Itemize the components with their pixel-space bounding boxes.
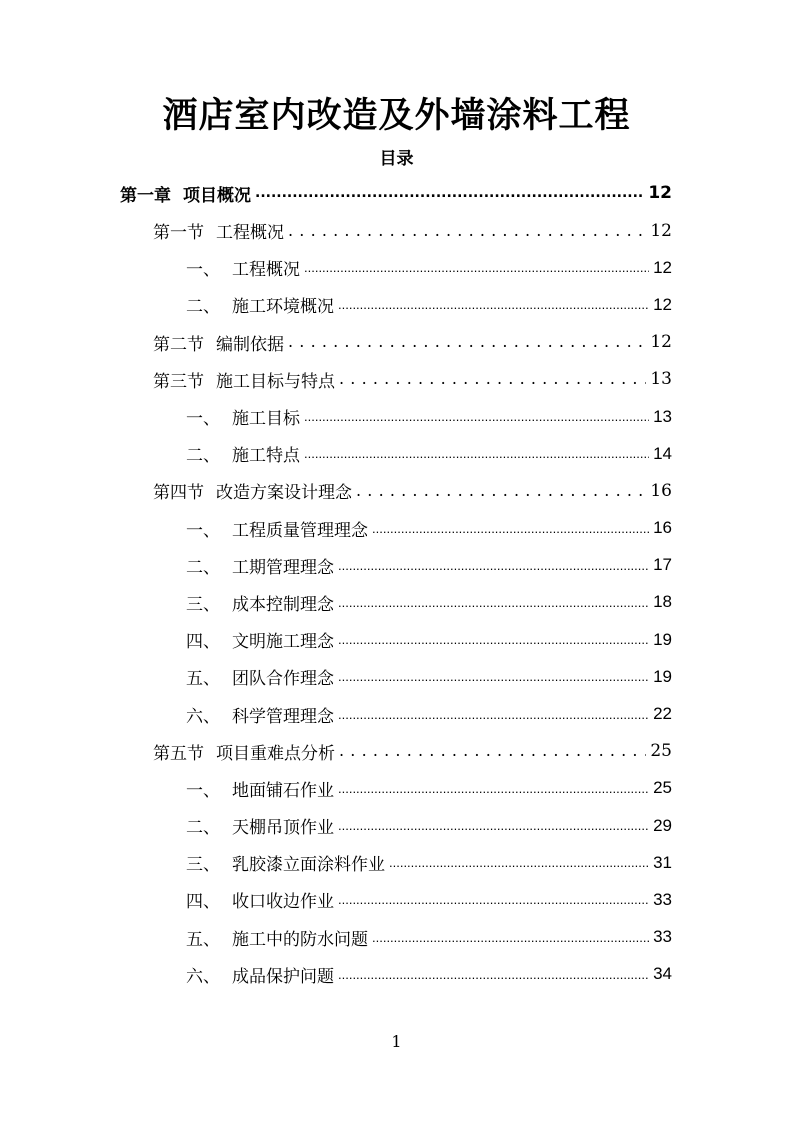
toc-entry-number: 四、 — [186, 892, 220, 913]
toc-dot-leader — [288, 223, 646, 239]
toc-dot-leader — [338, 670, 649, 683]
toc-entry-label — [186, 887, 334, 912]
toc-entry-page: 14 — [653, 443, 672, 463]
toc-entry-number: 第四节 — [153, 483, 204, 504]
toc-dot-leader — [288, 334, 646, 350]
toc-entry-label — [153, 478, 352, 503]
toc-entry-title: 施工环境概况 — [232, 297, 334, 318]
toc-dot-leader — [304, 261, 649, 274]
toc-entry[interactable] — [153, 324, 672, 361]
toc-entry-title: 施工目标与特点 — [216, 371, 335, 392]
toc-entry-title: 工程概况 — [216, 223, 284, 244]
toc-entry-title: 地面铺石作业 — [232, 780, 334, 801]
toc-entry-label — [186, 627, 334, 652]
toc-entry[interactable] — [186, 658, 672, 695]
toc-entry-page: 12 — [650, 332, 672, 353]
toc-entry-title: 成本控制理念 — [232, 594, 334, 615]
toc-entry-label — [186, 850, 385, 875]
toc-entry[interactable] — [186, 398, 672, 435]
toc-entry[interactable] — [186, 807, 672, 844]
toc-entry[interactable] — [153, 733, 672, 770]
toc-entry-label — [186, 292, 334, 317]
toc-entry-label — [153, 218, 284, 243]
toc-entry-title: 改造方案设计理念 — [216, 483, 352, 504]
toc-dot-leader — [338, 819, 649, 832]
toc-entry-number: 第三节 — [153, 371, 204, 392]
toc-dot-leader — [304, 447, 649, 460]
toc-entry-title: 施工中的防水问题 — [232, 929, 368, 950]
toc-entry-title: 项目概况 — [183, 185, 251, 206]
toc-entry-number: 第一节 — [153, 223, 204, 244]
toc-entry[interactable] — [120, 174, 672, 212]
toc-entry-title: 团队合作理念 — [232, 669, 334, 690]
toc-entry-title: 工期管理理念 — [232, 557, 334, 578]
toc-entry-number: 一、 — [186, 260, 220, 281]
toc-dot-leader — [304, 410, 649, 423]
toc-entry-label — [186, 664, 334, 689]
toc-entry-page: 33 — [653, 889, 672, 909]
toc-entry[interactable] — [186, 621, 672, 658]
toc-entry-label — [153, 330, 284, 355]
toc-entry-title: 乳胶漆立面涂料作业 — [232, 855, 385, 876]
toc-entry-title: 施工目标 — [232, 409, 300, 430]
toc-entry-page: 25 — [650, 741, 672, 762]
toc-entry-label — [186, 702, 334, 727]
toc-dot-leader — [338, 596, 649, 609]
toc-entry-page: 12 — [648, 183, 672, 203]
toc-entry[interactable] — [186, 881, 672, 918]
toc-entry[interactable] — [186, 547, 672, 584]
toc-dot-leader — [338, 559, 649, 572]
toc-entry[interactable] — [186, 435, 672, 472]
toc-entry-number: 一、 — [186, 409, 220, 430]
toc-entry[interactable] — [153, 361, 672, 398]
toc-dot-leader — [389, 856, 649, 869]
toc-entry-page: 33 — [653, 927, 672, 947]
toc-entry-label — [153, 367, 335, 392]
toc-entry-page: 18 — [653, 592, 672, 612]
document-title: 酒店室内改造及外墙涂料工程 — [162, 96, 631, 136]
toc-dot-leader — [338, 893, 649, 906]
toc-entry-title: 收口收边作业 — [232, 892, 334, 913]
toc-entry[interactable] — [186, 286, 672, 323]
toc-entry-page: 19 — [653, 629, 672, 649]
toc-dot-leader — [356, 483, 646, 499]
toc-entry[interactable] — [153, 212, 672, 249]
toc-entry-number: 四、 — [186, 632, 220, 653]
toc-heading: 目录 — [379, 149, 414, 169]
toc-entry[interactable] — [186, 956, 672, 993]
toc-entry-number: 二、 — [186, 297, 220, 318]
toc-entry-number: 三、 — [186, 594, 220, 615]
toc-entry-label — [186, 813, 334, 838]
toc-dot-leader — [338, 708, 649, 721]
toc-entry-title: 科学管理理念 — [232, 706, 334, 727]
toc-entry-label — [186, 776, 334, 801]
toc-entry[interactable] — [186, 919, 672, 956]
toc-dot-leader — [338, 298, 649, 311]
toc-entry-page: 16 — [653, 518, 672, 538]
toc-entry-number: 第五节 — [153, 743, 204, 764]
toc-entry-page: 12 — [653, 294, 672, 314]
toc-entry-label — [153, 739, 335, 764]
toc-entry-page: 29 — [653, 815, 672, 835]
toc-entry[interactable] — [186, 584, 672, 621]
toc-entry-page: 13 — [650, 369, 672, 390]
toc-entry-label — [186, 553, 334, 578]
toc-entry-number: 第一章 — [120, 185, 171, 206]
toc-entry-number: 二、 — [186, 446, 220, 467]
toc-entry[interactable] — [186, 510, 672, 547]
toc-entry-page: 31 — [653, 852, 672, 872]
toc-entry-number: 一、 — [186, 780, 220, 801]
toc-entry-page: 22 — [653, 704, 672, 724]
toc-entry-label — [186, 404, 300, 429]
toc-entry-number: 六、 — [186, 706, 220, 727]
toc-entry-title: 工程概况 — [232, 260, 300, 281]
toc-entry-title: 工程质量管理理念 — [232, 520, 368, 541]
toc-entry-number: 第二节 — [153, 334, 204, 355]
toc-entry-page: 13 — [653, 406, 672, 426]
toc-entry-page: 25 — [653, 778, 672, 798]
toc-entry-number: 六、 — [186, 966, 220, 987]
page-number: 1 — [391, 1032, 402, 1051]
toc-entry-label — [186, 590, 334, 615]
toc-entry-label — [186, 441, 300, 466]
table-of-contents — [0, 174, 793, 993]
toc-entry-label — [186, 925, 368, 950]
toc-dot-leader — [372, 931, 649, 944]
toc-entry-title: 天棚吊顶作业 — [232, 818, 334, 839]
toc-entry-label — [186, 255, 300, 280]
toc-dot-leader — [339, 371, 646, 387]
toc-entry-title: 成品保护问题 — [232, 966, 334, 987]
toc-entry-page: 12 — [650, 220, 672, 241]
toc-entry-title: 文明施工理念 — [232, 632, 334, 653]
toc-entry-title: 项目重难点分析 — [216, 743, 335, 764]
toc-dot-leader — [255, 186, 644, 200]
toc-entry-page: 16 — [650, 480, 672, 501]
toc-dot-leader — [339, 743, 646, 759]
toc-entry-page: 19 — [653, 666, 672, 686]
toc-entry-number: 五、 — [186, 669, 220, 690]
toc-dot-leader — [372, 522, 649, 535]
toc-entry-number: 二、 — [186, 557, 220, 578]
toc-entry[interactable] — [153, 472, 672, 509]
toc-entry-label — [186, 962, 334, 987]
toc-entry[interactable] — [186, 249, 672, 286]
toc-entry-page: 12 — [653, 257, 672, 277]
toc-entry-page: 17 — [653, 555, 672, 575]
toc-entry-page: 34 — [653, 964, 672, 984]
toc-entry-label — [186, 516, 368, 541]
toc-entry[interactable] — [186, 770, 672, 807]
toc-entry-title: 编制依据 — [216, 334, 284, 355]
toc-entry-number: 二、 — [186, 818, 220, 839]
toc-entry[interactable] — [186, 844, 672, 881]
toc-entry-title: 施工特点 — [232, 446, 300, 467]
toc-entry-number: 三、 — [186, 855, 220, 876]
toc-dot-leader — [338, 968, 649, 981]
toc-dot-leader — [338, 782, 649, 795]
toc-entry-number: 一、 — [186, 520, 220, 541]
toc-dot-leader — [338, 633, 649, 646]
toc-entry[interactable] — [186, 695, 672, 732]
toc-entry-number: 五、 — [186, 929, 220, 950]
toc-entry-label — [120, 181, 251, 206]
